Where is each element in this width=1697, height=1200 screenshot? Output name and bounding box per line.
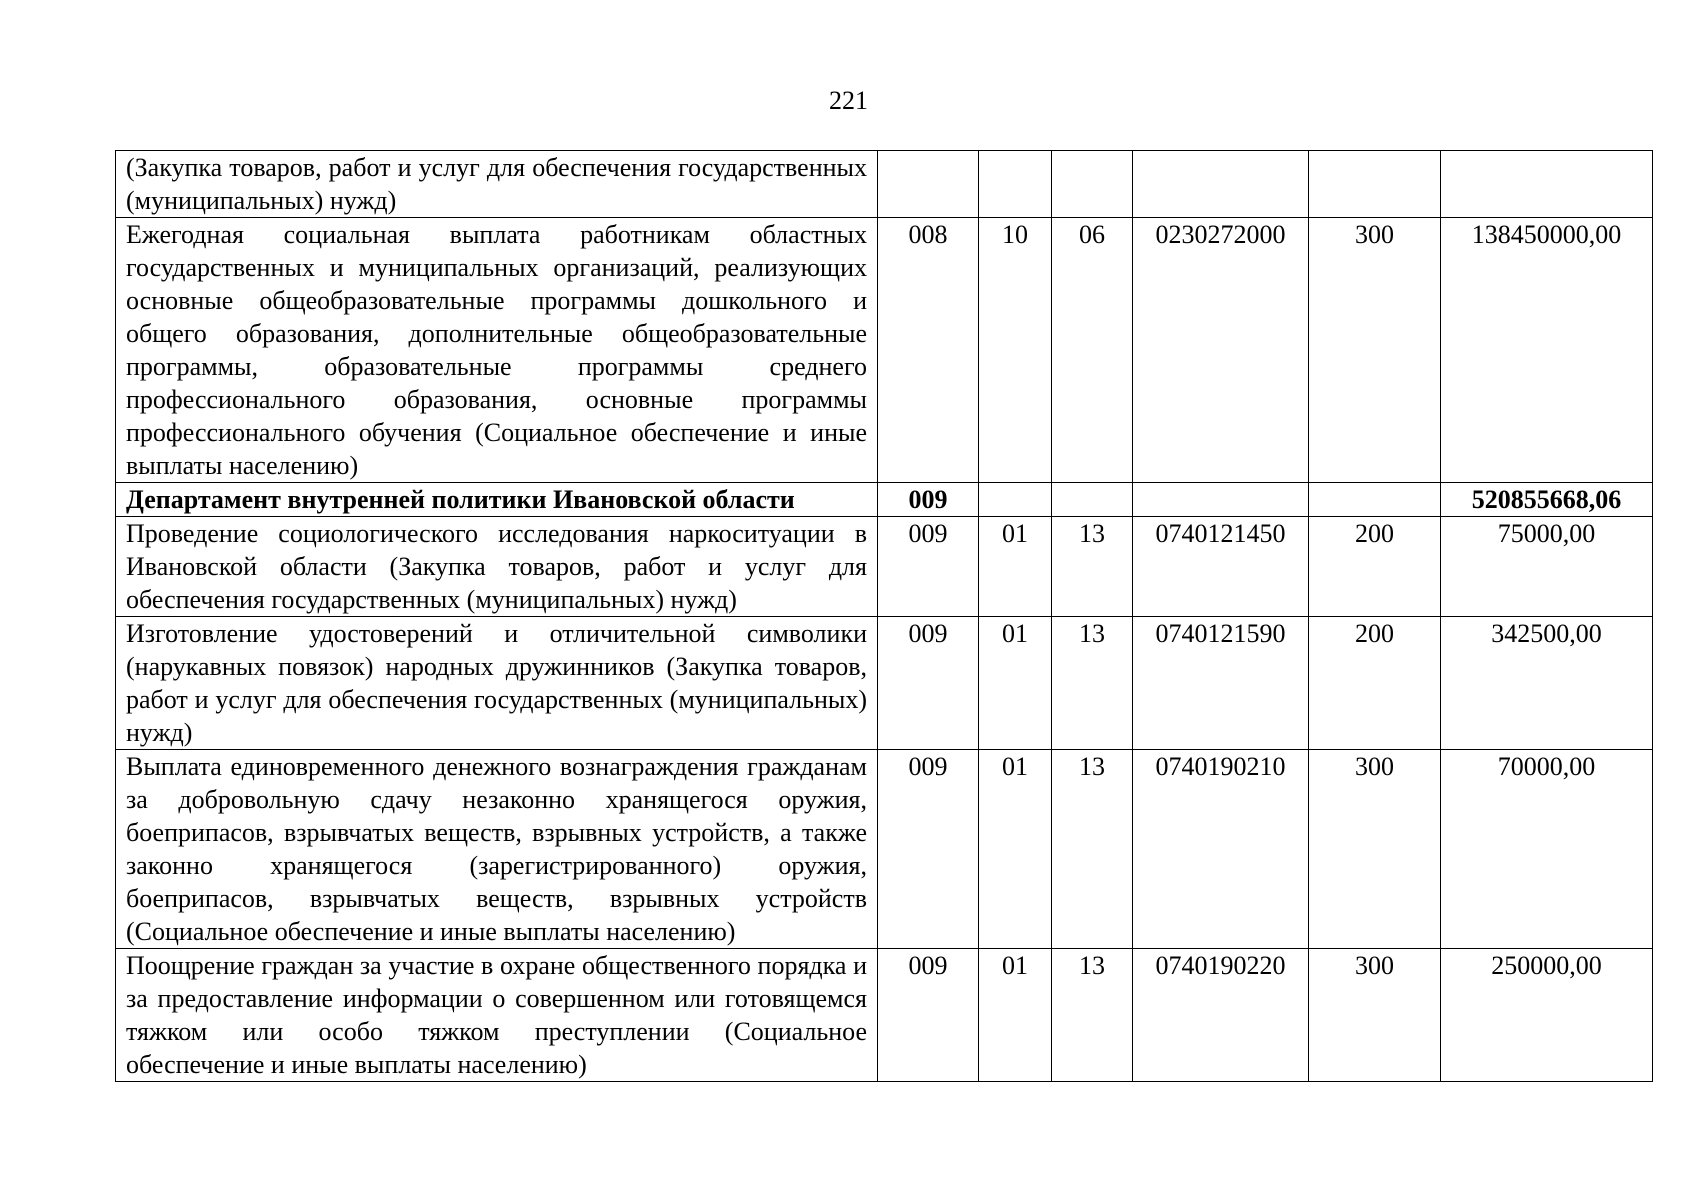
expense-type-code	[1309, 151, 1441, 218]
row-amount: 250000,00	[1441, 949, 1653, 1082]
target-article-code: 0740121590	[1133, 617, 1309, 750]
subsection-code: 06	[1052, 218, 1133, 483]
expense-type-code: 300	[1309, 750, 1441, 949]
ministry-code: 008	[878, 218, 979, 483]
row-amount: 342500,00	[1441, 617, 1653, 750]
subsection-code	[1052, 151, 1133, 218]
table-row	[116, 218, 1653, 483]
target-article-code: 0740190220	[1133, 949, 1309, 1082]
table-row	[116, 949, 1653, 1082]
section-code: 01	[979, 517, 1052, 617]
section-code	[979, 483, 1052, 517]
row-description: Изготовление удостоверений и отличительной символики (нарукавных повязок) народных дружинников (Закупка товаров, работ и услуг для обеспечения государственных (муниципальных) нужд)	[116, 617, 878, 750]
row-description: Проведение социологического исследования наркоситуации в Ивановской области (Закупка товаров, работ и услуг для обеспечения государственных (муниципальных) нужд)	[116, 517, 878, 617]
row-description: Поощрение граждан за участие в охране общественного порядка и за предоставление информации о совершенном или готовящемся тяжком или особо тяжком преступлении (Социальное обеспечение и иные выплаты населению)	[116, 949, 878, 1082]
section-code: 01	[979, 617, 1052, 750]
subsection-code: 13	[1052, 750, 1133, 949]
page-number: 221	[829, 86, 868, 115]
expense-type-code: 300	[1309, 949, 1441, 1082]
ministry-code: 009	[878, 750, 979, 949]
section-code	[979, 151, 1052, 218]
subsection-code: 13	[1052, 949, 1133, 1082]
ministry-code: 009	[878, 617, 979, 750]
ministry-code: 009	[878, 517, 979, 617]
expense-type-code: 200	[1309, 517, 1441, 617]
target-article-code: 0740121450	[1133, 517, 1309, 617]
row-amount: 138450000,00	[1441, 218, 1653, 483]
row-amount: 70000,00	[1441, 750, 1653, 949]
row-description: Выплата единовременного денежного вознаграждения гражданам за добровольную сдачу незаконно хранящегося оружия, боеприпасов, взрывчатых веществ, взрывных устройств, а также законно хранящегося (зарегистрированного) оружия, боеприпасов, взрывчатых веществ, взрывных устройств (Социальное обеспечение и иные выплаты населению)	[116, 750, 878, 949]
budget-table	[115, 150, 1653, 1082]
target-article-code	[1133, 151, 1309, 218]
ministry-code: 009	[878, 949, 979, 1082]
subsection-code: 13	[1052, 617, 1133, 750]
row-description: (Закупка товаров, работ и услуг для обеспечения государственных (муниципальных) нужд)	[116, 151, 878, 218]
expense-type-code: 200	[1309, 617, 1441, 750]
ministry-code: 009	[878, 483, 979, 517]
table-row-department	[116, 483, 1653, 517]
target-article-code: 0230272000	[1133, 218, 1309, 483]
section-code: 10	[979, 218, 1052, 483]
ministry-code	[878, 151, 979, 218]
expense-type-code: 300	[1309, 218, 1441, 483]
table-row	[116, 617, 1653, 750]
target-article-code: 0740190210	[1133, 750, 1309, 949]
row-amount: 75000,00	[1441, 517, 1653, 617]
row-description: Ежегодная социальная выплата работникам областных государственных и муниципальных организаций, реализующих основные общеобразовательные программы дошкольного и общего образования, дополнительные общеобразовательные программы, образовательные программы среднего профессионального образования, основные программы профессионального обучения (Социальное обеспечение и иные выплаты населению)	[116, 218, 878, 483]
table-row	[116, 750, 1653, 949]
section-code: 01	[979, 949, 1052, 1082]
department-total-amount: 520855668,06	[1441, 483, 1653, 517]
expense-type-code	[1309, 483, 1441, 517]
department-name: Департамент внутренней политики Ивановской области	[116, 483, 878, 517]
table-row	[116, 517, 1653, 617]
subsection-code	[1052, 483, 1133, 517]
table-row	[116, 151, 1653, 218]
target-article-code	[1133, 483, 1309, 517]
section-code: 01	[979, 750, 1052, 949]
subsection-code: 13	[1052, 517, 1133, 617]
row-amount	[1441, 151, 1653, 218]
